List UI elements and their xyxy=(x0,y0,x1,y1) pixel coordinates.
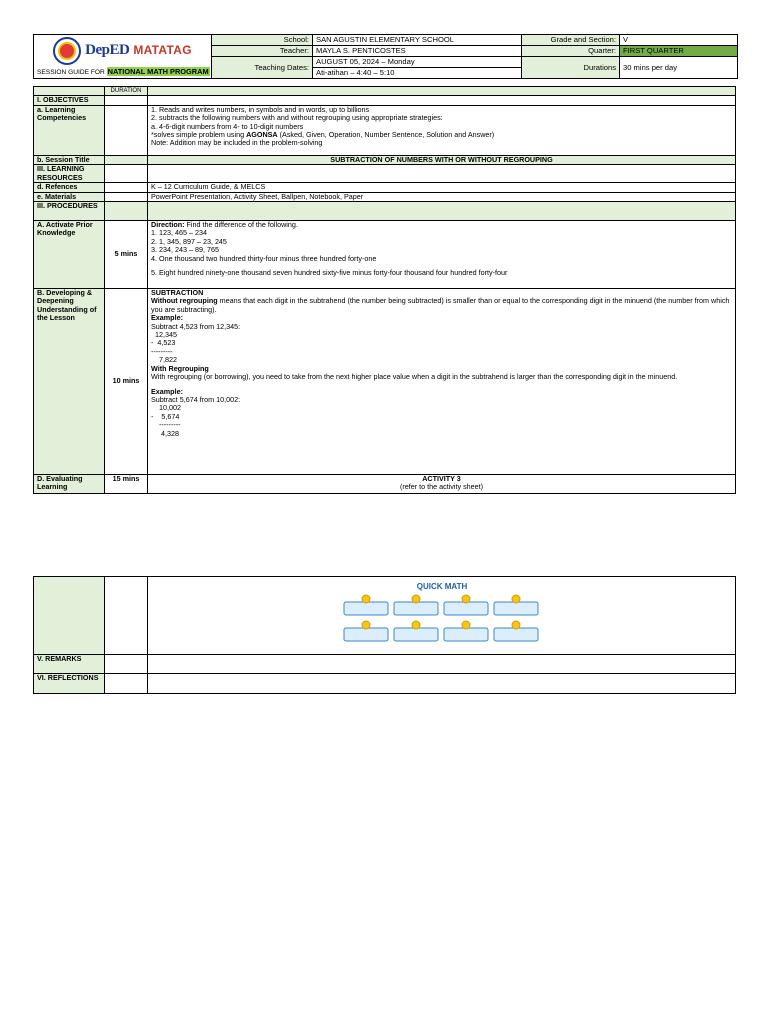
remarks-label: V. REMARKS xyxy=(34,655,105,674)
grade-label: Grade and Section: xyxy=(522,35,620,46)
activity-card xyxy=(494,628,538,641)
quarter-value: FIRST QUARTER xyxy=(620,46,738,57)
activate-item: 3. 234, 243 – 89, 765 xyxy=(151,245,219,255)
learning-comp-line: 1. Reads and writes numbers, in symbols and in words, up to billions xyxy=(151,105,370,114)
example2-line: --------- xyxy=(151,420,181,430)
activate-duration: 5 mins xyxy=(105,221,148,289)
example2-line: - 5,674 xyxy=(151,411,180,421)
with-regrouping-heading: With Regrouping xyxy=(151,363,209,373)
example2-line: 10,002 xyxy=(151,403,181,413)
duration-header: DURATION xyxy=(105,87,148,96)
evaluating-label: D. Evaluating Learning xyxy=(34,475,105,494)
reflections-label: VI. REFLECTIONS xyxy=(34,674,105,694)
header-table xyxy=(33,34,738,79)
quarter-label: Quarter: xyxy=(522,46,620,57)
teacher-value: MAYLA S. PENTICOSTES xyxy=(313,46,522,57)
sun-icon xyxy=(462,621,470,629)
example1-line: --------- xyxy=(151,346,173,356)
activate-direction: Direction: Find the difference of the following. xyxy=(151,220,298,230)
with-regrouping-text: With regrouping (or borrowing), you need to take from the next higher place value when a digit in the subtrahend is larger than the corresponding digit in the minuend. xyxy=(151,372,678,382)
note-line: Note: Addition may be included in the problem-solving xyxy=(151,138,323,148)
session-guide-line xyxy=(37,67,208,78)
develop-label: B. Developing & Deepening Understanding of the Lesson xyxy=(34,289,105,475)
lesson-plan-table xyxy=(33,86,736,494)
session-title-value: SUBTRACTION OF NUMBERS WITH OR WITHOUT REGROUPING xyxy=(148,155,736,164)
evaluating-content xyxy=(148,475,736,494)
example1-line: Subtract 4,523 from 12,345: xyxy=(151,321,241,331)
activate-item: 4. One thousand two hundred thirty-four minus three hundred forty-one xyxy=(151,253,377,263)
grade-value: V xyxy=(620,35,738,46)
references-label: d. Refences xyxy=(34,183,105,192)
session-guide-label: SESSION GUIDE FOR xyxy=(37,69,105,76)
activate-label: A. Activate Prior Knowledge xyxy=(34,221,105,289)
activity-card xyxy=(394,628,438,641)
duration-value: 30 mins per day xyxy=(620,57,738,79)
objectives-heading: I. OBJECTIVES xyxy=(34,96,105,105)
activity-card xyxy=(344,602,388,615)
activity-sheet-image xyxy=(340,580,544,646)
program-label: NATIONAL MATH PROGRAM xyxy=(107,67,209,76)
school-value: SAN AGUSTIN ELEMENTARY SCHOOL xyxy=(313,35,522,46)
matatag-logo: MATATAG xyxy=(133,43,192,58)
teacher-label: Teacher: xyxy=(212,46,313,57)
activity-image-cell xyxy=(148,577,736,655)
dates-value-2: Ati-atihan – 4:40 – 5:10 xyxy=(313,67,522,78)
learning-comp-content xyxy=(148,105,736,155)
deped-logo: DepED xyxy=(85,42,130,59)
activity-card xyxy=(394,602,438,615)
duration-label: Durations xyxy=(522,57,620,79)
subtraction-heading: SUBTRACTION xyxy=(151,288,204,298)
procedures-heading: III. PROCEDURES xyxy=(34,202,105,221)
activity-image-title: QUICK MATH xyxy=(416,582,467,591)
develop-content xyxy=(148,289,736,475)
logo-block xyxy=(34,35,212,79)
activate-item: 5. Eight hundred ninety-one thousand seven hundred sixty-five minus forty-four thousand four hundred forty-four xyxy=(151,268,508,278)
activity-sub: (refer to the activity sheet) xyxy=(399,482,484,492)
without-regrouping-text: Without regrouping means that each digit in the subtrahend (the number being subtracted) is smaller than or equal to the corresponding digit in the minuend (the number from which you are subtracting). xyxy=(151,296,730,314)
example1-line: - 4,523 xyxy=(151,338,176,348)
sun-icon xyxy=(412,621,420,629)
activity-card xyxy=(494,602,538,615)
activate-content xyxy=(148,221,736,289)
example2-line: 4,328 xyxy=(151,428,179,438)
example-label: Example: xyxy=(151,386,183,396)
example2-line: Subtract 5,674 from 10,002: xyxy=(151,394,241,404)
activity-card xyxy=(444,628,488,641)
activity-table xyxy=(33,576,736,694)
sun-icon xyxy=(362,595,370,603)
agonsa-line: *solves simple problem using AGONSA (Asked, Given, Operation, Number Sentence, Solution and Answer) xyxy=(151,130,495,140)
activity-title: ACTIVITY 3 xyxy=(422,474,461,484)
activate-item: 1. 123, 465 – 234 xyxy=(151,228,207,238)
sun-icon xyxy=(512,595,520,603)
sun-icon xyxy=(362,621,370,629)
example1-line: 7,822 xyxy=(151,355,177,365)
learning-comp-line: 2. subtracts the following numbers with and without regrouping using appropriate strategies: xyxy=(151,113,443,123)
dates-value-1: AUGUST 05, 2024 – Monday xyxy=(313,57,522,68)
sun-icon xyxy=(462,595,470,603)
activity-card xyxy=(444,602,488,615)
learning-resources-heading: III. LEARNING RESOURCES xyxy=(34,165,105,183)
dates-label: Teaching Dates: xyxy=(212,57,313,79)
references-value: K – 12 Curriculum Guide, & MELCS xyxy=(148,183,736,192)
materials-label: e. Materials xyxy=(34,192,105,201)
sun-icon xyxy=(412,595,420,603)
sun-icon xyxy=(512,621,520,629)
school-label: School: xyxy=(212,35,313,46)
learning-comp-label: a. Learning Competencies xyxy=(34,105,105,155)
evaluating-duration: 15 mins xyxy=(105,475,148,494)
example-label: Example: xyxy=(151,313,183,323)
activity-card xyxy=(344,628,388,641)
session-title-label: b. Session Title xyxy=(34,155,105,164)
learning-comp-line: a. 4-6-digit numbers from 4- to 10-digit numbers xyxy=(151,121,304,131)
deped-seal-icon xyxy=(53,37,81,65)
materials-value: PowerPoint Presentation, Activity Sheet, Ballpen, Notebook, Paper xyxy=(148,192,736,201)
develop-duration: 10 mins xyxy=(105,289,148,475)
example1-line: 12,345 xyxy=(151,330,177,340)
activate-item: 2. 1, 345, 897 – 23, 245 xyxy=(151,236,227,246)
